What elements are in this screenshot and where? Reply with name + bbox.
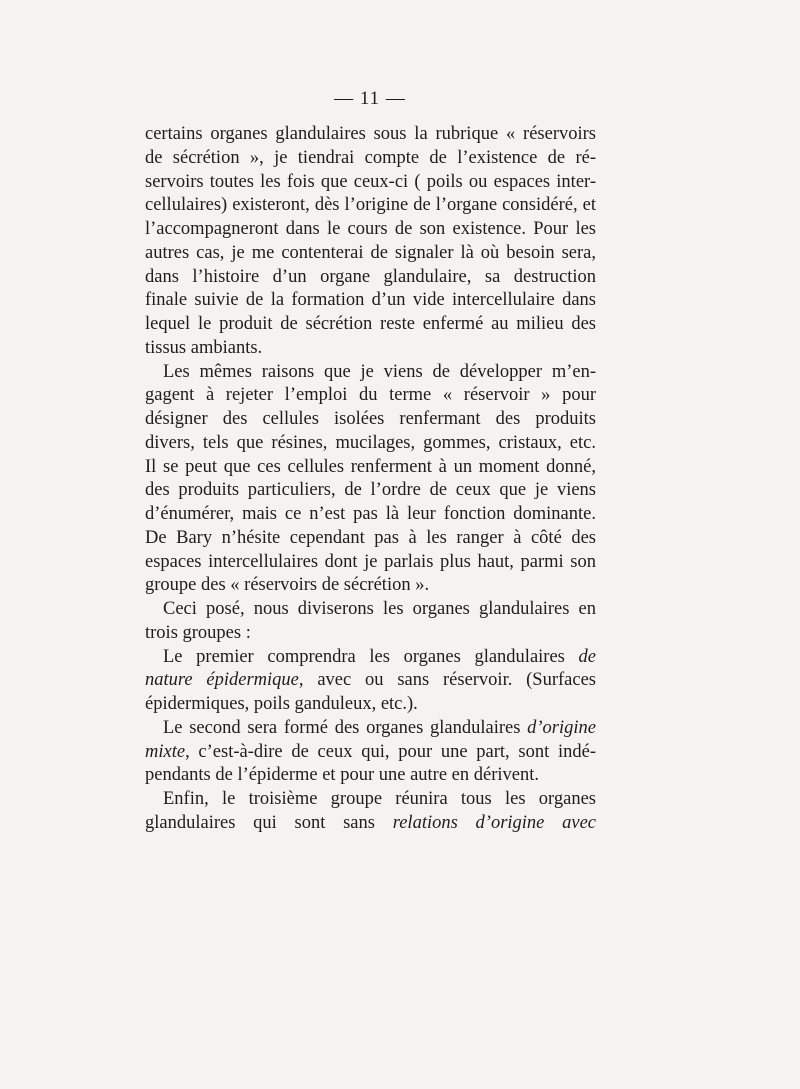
text-segment: des produits particuliers, de l’ordre de ceux que je viens (145, 480, 596, 501)
text-line (145, 479, 596, 503)
text-segment: De Bary n’hésite cependant pas à les ranger à côté des (145, 527, 596, 548)
text-segment: tissus ambiants. (145, 337, 263, 358)
text-segment: Ceci posé, nous diviserons les organes glandulaires en (163, 599, 596, 619)
text-line (145, 527, 596, 551)
text-line (145, 171, 596, 195)
text-line (145, 646, 596, 670)
text-segment: désigner des cellules isolées renfermant des produits (145, 409, 596, 429)
text-line (145, 598, 596, 622)
text-segment: finale suivie de la formation d’un vide intercellulaire dans (145, 290, 596, 311)
text-segment: glandulaires qui sont sans (145, 812, 393, 833)
text-segment: , c’est-à-dire de ceux qui, pour une part, sont indé- (185, 741, 596, 762)
text-segment: Enfin, le troisième groupe réunira tous les organes (163, 789, 596, 809)
text-line (145, 266, 596, 290)
text-segment: épidermiques, poils ganduleux, etc.). (145, 694, 418, 714)
text-line (145, 218, 596, 242)
text-segment: espaces intercellulaires dont je parlais plus haut, parmi son (145, 551, 596, 572)
text-line (145, 408, 596, 432)
text-line (145, 123, 596, 147)
text-line (145, 242, 596, 266)
text-segment: de sécrétion », je tiendrai compte de l’existence de ré- (145, 147, 596, 168)
text-segment: cellulaires) existeront, dès l’origine de l’organe considéré, et (145, 195, 596, 216)
text-segment: l’accompagneront dans le cours de son existence. Pour les (145, 219, 596, 239)
text-line (145, 812, 596, 836)
italic-text: nature épidermique (145, 670, 299, 691)
text-segment: groupe des « réservoirs de sécrétion ». (145, 575, 430, 596)
text-segment: Les mêmes raisons que je viens de développer m’en- (163, 361, 596, 382)
text-line (145, 693, 596, 717)
text-line (145, 147, 596, 171)
text-line (145, 622, 596, 646)
text-line (145, 384, 596, 408)
text-segment: pendants de l’épiderme et pour une autre en dérivent. (145, 765, 539, 786)
text-line (145, 503, 596, 527)
text-segment: trois groupes : (145, 622, 251, 643)
text-segment: certains organes glandulaires sous la rubrique « réservoirs (145, 124, 596, 144)
text-line (145, 669, 596, 693)
text-line (145, 194, 596, 218)
text-line (145, 717, 596, 741)
text-line (145, 551, 596, 575)
text-segment: gagent à rejeter l’emploi du terme « réservoir » pour (145, 385, 596, 406)
text-segment: Il se peut que ces cellules renferment à un moment donné, (145, 456, 596, 477)
italic-text: mixte (145, 741, 186, 762)
italic-text: d’origine (527, 717, 596, 738)
text-line (145, 432, 596, 456)
text-line (145, 337, 596, 361)
body-text (145, 123, 596, 836)
italic-text: de (578, 646, 596, 667)
text-segment: divers, tels que résines, mucilages, gommes, cristaux, etc. (145, 432, 596, 453)
text-line (145, 313, 596, 337)
text-line (145, 361, 596, 385)
text-line (145, 788, 596, 812)
text-segment: servoirs toutes les fois que ceux-ci ( poils ou espaces inter- (145, 171, 596, 192)
text-segment: lequel le produit de sécrétion reste enfermé au milieu des (145, 314, 596, 334)
text-segment: d’énumérer, mais ce n’est pas là leur fonction dominante. (145, 504, 596, 524)
text-line (145, 456, 596, 480)
text-line (145, 574, 596, 598)
text-segment: , avec ou sans réservoir. (Surfaces (298, 670, 596, 691)
text-segment: autres cas, je me contenterai de signaler là où besoin sera, (145, 242, 596, 263)
text-segment: dans l’histoire d’un organe glandulaire, sa destruction (145, 266, 596, 287)
text-segment: Le premier comprendra les organes glandulaires (163, 646, 579, 667)
italic-text: relations d’origine avec (392, 812, 596, 833)
text-line (145, 289, 596, 313)
text-segment: Le second sera formé des organes glandulaires (163, 717, 528, 738)
text-line (145, 764, 596, 788)
page-number: — 11 — (334, 88, 406, 109)
text-line (145, 741, 596, 765)
